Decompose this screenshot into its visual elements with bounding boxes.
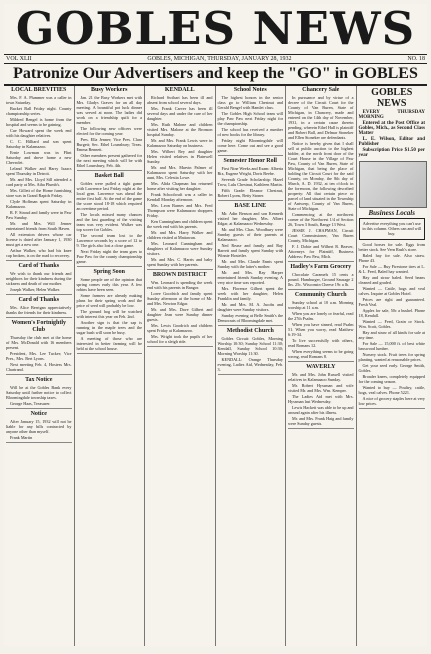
article-paragraph: Friday night Bloomingdale will come here. Come out and see a good game. [217, 138, 283, 153]
article-paragraph: Baled hay for sale. Also straw. Phone 43. [358, 253, 425, 263]
article-paragraph: Mr. and Mrs. John Russell visited relatives in Kalamazoo Sunday. [288, 372, 354, 382]
article-paragraph: For Sale — Buy Firestone tires at L. & L. Feed, Baled hay wanted. [358, 264, 425, 274]
article-paragraph: The highest honors in the senior class go to William Chestnut and Gerald Bengel with Hamlet class. [217, 95, 283, 110]
article-paragraph: Leland Walker and Harry Isaacs spent Thursday in Detroit. [6, 166, 72, 176]
section-heading: BROWN DISTRICT [152, 272, 207, 278]
section-divider [288, 428, 354, 429]
section-divider [6, 442, 72, 443]
section-heading: Notice [30, 411, 47, 417]
article-paragraph: Seventh Grade Scholarship: Hazel Trow, Lulu Chestnut, Kathleen Martin. [217, 177, 283, 187]
volume-number: VOL XLII [6, 56, 32, 62]
article-paragraph: Mrs. Alice Berrigan appreciatively thanks the friends for their kindness. [6, 305, 72, 315]
article-paragraph: The Ladies Aid met with Mrs. Hyssman last Wednesday. [288, 394, 354, 404]
column-4 [216, 86, 287, 646]
section-divider [359, 408, 426, 409]
section-heading: Card of Thanks [18, 263, 60, 269]
article-paragraph: Mrs. Wilbert Rey and daughter Helen visited relatives in Plainwell Sunday. [147, 149, 213, 164]
article-paragraph: Wanted to buy — Poultry, cattle, hogs, veal calves. Phone 5221. [358, 385, 425, 395]
section-heading: Methodist Church [226, 328, 274, 334]
section-divider [147, 269, 213, 270]
article-paragraph: The following new officers were elected for the coming year: [76, 126, 142, 136]
article-paragraph: A nice of grocery staples here at very low prices. [358, 396, 425, 406]
article-paragraph: When you are lonely or fearful, read the 27th Psalm. [288, 311, 354, 321]
article-paragraph: Ned Rease and family and Ray Barrett and family spent Sunday with Winnie Hostetler. [217, 243, 283, 258]
article-paragraph: Hay and straw baled. Seed beans cleaned and graded. [358, 275, 425, 285]
section-heading: KENDALL [164, 87, 195, 93]
publication-info: L. E. Wilson, Editor and Publisher [358, 137, 425, 147]
business-locals-intro [359, 218, 426, 240]
article-paragraph: The locals missed many chances and the fast guarding of the visiting team was very evident. Walker was top scorer for Gobles. [76, 212, 142, 232]
article-paragraph: Commencing at the northwest corner of the Northwest 1/4 of Section 26, Town 3 South, Range 13 West. [288, 212, 354, 227]
article-paragraph: Sunday school at 10 a.m. Morning worship at 11 a.m. [288, 300, 354, 310]
section-divider [6, 408, 72, 409]
article-paragraph: Mrs. Lewis Goodrich and children spent Friday at Kalamazoo. [147, 323, 213, 333]
article-paragraph: Mr. Adin Benson and son Kenneth visited her daughter, Mrs. Albert Edgar, at Kalamazoo Wednesday. [217, 211, 283, 226]
newspaper-page [4, 4, 427, 646]
article-paragraph: Clyde Hoffman spent Saturday in Kalamazoo. [6, 199, 72, 209]
article-paragraph: To live successfully with others, read Romans 12. [288, 338, 354, 348]
article-paragraph: Thursday the club met at the home of Mrs. McDonald with 16 members present. [6, 335, 72, 350]
column-5 [286, 86, 357, 646]
article-paragraph: Mr. and Mrs. Ray Harper entertained friends Sunday evening. A very nice time was reported. [217, 270, 283, 285]
publication-info: Entered at the Post Office at Gobles, Mich., as Second Class Matter [358, 121, 425, 136]
article-paragraph: Next meeting Feb. 4, Hostess Mrs. Chartrand. [6, 362, 72, 372]
sidebar-masthead: GOBLES NEWS [371, 87, 413, 109]
business-locals-heading: Business Locals [368, 209, 415, 217]
section-divider [6, 374, 72, 375]
article-paragraph: JESSIE J. CHAPMAN, Circuit Court Commissioner, Van Buren County, Michigan. [288, 228, 354, 243]
article-paragraph: Mrs. Leonard Cunningham and daughters of Kalamazoo were Sunday visitors. [147, 241, 213, 256]
section-heading: Semester Honor Roll [223, 158, 277, 164]
article-columns [4, 86, 427, 646]
article-paragraph: Mr. and Mrs. Claude Ennis spent Sunday with the latter's mother. [217, 259, 283, 269]
section-heading: Basket Ball [94, 173, 124, 179]
article-paragraph: Wm. Leonard is spending the week end with his parents in Bangor. [147, 280, 213, 290]
section-heading: Women's Fortnightly Club [11, 320, 66, 333]
article-paragraph: Will be at the Gobles Bank every Saturday until further notice to collect Bloomingdale township taxes. [6, 385, 72, 400]
section-divider [77, 170, 143, 171]
section-heading: Card of Thanks [18, 297, 60, 303]
article-paragraph: Mrs. Florence Gilbert spent the week with her daughter, Helen Franklin and family. [217, 286, 283, 301]
section-divider [218, 374, 284, 375]
article-paragraph: First Nine Weeks and Exam: Alberta Rix, Eugene Wright, Doris Beebe. [217, 166, 283, 176]
section-heading: LOCAL BREVITIES [11, 87, 67, 93]
article-paragraph: Mildred Bengel is home from the hospital and seems to be gaining. [6, 117, 72, 127]
column-6 [357, 86, 428, 646]
article-paragraph: Mr. Robert Hyssman and wife visited Mr. and Mrs. Wm. Kemper. [288, 383, 354, 393]
section-divider [6, 317, 72, 318]
article-paragraph: Mr. and Mrs. Will Jenner entertained friends from South Haven. [6, 221, 72, 231]
article-paragraph: Mrs. Alida Chapman has returned home after visiting her daughter. [147, 181, 213, 191]
section-heading: BASE LINE [234, 203, 267, 209]
section-divider [77, 266, 143, 267]
article-paragraph: Some people are of the opinion that spring comes early this year. A few robins have been seen. [76, 277, 142, 292]
article-paragraph: Other members present gathered for the next meeting which will be with Ethel Lounsbury, Feb. 4th. [76, 153, 142, 168]
article-paragraph: George Haas, Treasurer. [10, 401, 51, 406]
article-paragraph: Mrs. Gillett of the Home furnishing store was in Grand Rapids Friday. [6, 188, 72, 198]
article-paragraph: Sunday evening at Belle Smith's the Democrats of Bloomingdale met. [217, 313, 283, 323]
article-paragraph: KENDALL: Orange Thursday evening, Ladies Aid, Wednesday, Feb. 3. [217, 357, 283, 372]
article-paragraph: Wanted — Cattle, hogs and veal calves. Inquire at Gobles Hotel. [358, 286, 425, 296]
section-divider [288, 289, 354, 290]
article-paragraph: Mr. and Mrs. Lloyd Sill attended a card party at Mrs. Atha Plumb's. [6, 177, 72, 187]
section-divider [288, 361, 354, 362]
article-paragraph: Pres. Ella Jenner; Vice Pres. Clara Burgett; Sec. Ethel Lounsbury; Treas. Emma Bennett. [76, 137, 142, 152]
issue-date: GOBLES, MICHIGAN, THURSDAY, JANUARY 28, 1932 [147, 56, 292, 62]
dateline [4, 54, 427, 64]
article-paragraph: Next Friday night the team goes to Paw Paw for the county championship game. [76, 249, 142, 264]
article-paragraph: Nursery stock. Fruit trees for spring planting, wanted at reasonable prices. [358, 352, 425, 362]
article-paragraph: Mr. and Mrs. Marvin Palmer of Kalamazoo spent Saturday with her aunt, Mrs. Celestia Lowe. [147, 165, 213, 180]
section-heading: Spring Soon [93, 269, 125, 275]
article-paragraph: Prices are right and guaranteed. Fresh Veal. [358, 297, 425, 307]
article-paragraph: The second team lost to the Lawrence seconds by a score of 12 to 9. The girls also lost a close game. [76, 233, 142, 248]
section-divider [6, 294, 72, 295]
article-paragraph: Notice is hereby given that I shall sell at public auction to the highest bidder, at the north front door of the Court House in the Village of Paw Paw, County of Van Buren, State of Michigan, that being the place of holding the Circuit Court for the said County, on Monday, the 8th day of March, A. D. 1932, at ten o'clock in the forenoon, the following described property: All that certain piece or parcel of land situated in the Township of Antwerp, County of Van Buren, State of Michigan. [288, 141, 354, 211]
article-paragraph: Jan. 21 the Busy Workers met with Mrs. Gladys Graves for an all day meeting. A bountiful pot luck dinner was served at noon. The ladies did work on a friendship quilt for a member. [76, 95, 142, 125]
article-paragraph: Frank Martin [10, 435, 33, 440]
article-paragraph: Lewis Hackett was able to be up and around again after his illness. [288, 405, 354, 415]
column-3 [145, 86, 216, 646]
article-paragraph: Mr. and Mrs. C. Harris and baby spent Sunday with her parents. [147, 257, 213, 267]
article-paragraph: After January 15, 1932 will not be liable for any bills contracted by anyone other than myself. [6, 419, 72, 434]
article-paragraph: Mr. and Mrs. Chas. Woodbury were Sunday guests of their parents at Kalamazoo. [217, 227, 283, 242]
article-paragraph: Loree Goodrich and family spent Sunday afternoon at the home of Mr. and Mrs. Newton Edgar. [147, 291, 213, 306]
article-paragraph: Bucket Ball Friday night. County championship series. [6, 106, 72, 116]
article-paragraph: The Gobles High School team will play Paw Paw next Friday night for the championship. [217, 111, 283, 126]
section-divider [77, 353, 143, 354]
masthead: GOBLES NEWS [15, 2, 416, 55]
article-paragraph: Fifth Grade: Eleanor Chestnut, Robert Lyons, Betty Stoner. [217, 188, 283, 198]
section-heading: Hadley's Farm Grocery [290, 264, 352, 270]
article-paragraph: Joseph Walker, Helen Walker. [10, 287, 61, 292]
article-paragraph: C. C. Hilliard and son spent Saturday in Kalamazoo. [6, 139, 72, 149]
section-heading: Chancery Sale [302, 87, 340, 93]
article-paragraph: Mrs. Wright took the pupils of her school for a sleigh ride. [147, 334, 213, 344]
article-paragraph: Gobles Circuit: Gobles, Morning Worship 10:30; Sunday School 11:30; Kendall, Sunday School 10:30; Morning Worship 11:30. [217, 336, 283, 356]
section-divider [218, 200, 284, 201]
article-paragraph: Mrs. F. A. Plummer was a caller in town Saturday. [6, 95, 72, 105]
section-divider [288, 261, 354, 262]
article-paragraph: Mrs. Ruth Malone and children visited Mrs. Malone at the Bronson hospital Sunday. [147, 122, 213, 137]
article-paragraph: The ground hog will be watched with interest this year on Feb. 2nd. [76, 309, 142, 319]
article-paragraph: In pursuance and by virtue of a decree of the Circuit Court for the County of Van Buren, State of Michigan, in Chancery, made and entered on the 14th day of November, 1931, in a certain cause therein pending, wherein Ethel Hall is plaintiff and Robert Ball, and Delmar Stoneker and Ellen Stoneker are defendants. [288, 95, 354, 140]
article-paragraph: Get your seed early. George Smith, Gobles. [358, 363, 425, 373]
article-paragraph: Mr. and Mrs. Harry Walker and children visited at Mattawan. [147, 230, 213, 240]
section-heading: WAVERLY [306, 364, 336, 370]
section-divider [147, 346, 213, 347]
article-paragraph: We wish to thank our friends and neighbors for their kindness during the sickness and death of our mother. [6, 271, 72, 286]
section-divider [218, 155, 284, 156]
article-paragraph: Chocolate Caramels 15 cents a pound. Hamburger, Ground Sausage 2 lbs. 25c. Wisconsin Cheese 19c a lb. [288, 272, 354, 287]
article-paragraph: Ernie Lowman was in Flint Saturday and drove home a new Chevrolet. [6, 150, 72, 165]
publication-info: Subscription Price $1.50 per year [358, 148, 425, 158]
article-paragraph: When you have sinned, read Psalm 51. When you worry, read Matthew 6:19-34. [288, 322, 354, 337]
section-heading: Busy Workers [91, 87, 128, 93]
article-paragraph: Mr. and Mrs. M. A. Jacobs and daughter were Sunday visitors. [217, 302, 283, 312]
article-paragraph: Gobles were pulled a tight game with Lawrence last Friday night at the local gym. Lawrence was ahead the entire first half. At the end of the game the score stood 18-18 which required an overtime period. [76, 181, 142, 211]
article-paragraph: Another sign is that the sap is running in the maple trees and the sugar bush will soon be busy. [76, 320, 142, 335]
article-paragraph: Frank Schoolcraft was a caller in Kendall Monday afternoon. [147, 192, 213, 202]
issue-number: NO. 18 [407, 56, 425, 62]
article-paragraph: Hay and straw of all kinds for sale at any time. [358, 330, 425, 340]
column-2 [75, 86, 146, 646]
article-paragraph: Good horses for sale. Eggs from better stock. See Vern Rash's store. [358, 242, 425, 252]
article-paragraph: R. F. Stroud and family were in Paw Paw Sunday. [6, 210, 72, 220]
article-paragraph: Apples for sale, 50c a bushel. Phone 18, Kendall. [358, 308, 425, 318]
section-divider [218, 325, 284, 326]
article-paragraph: The school has received a number of new books for the library. [217, 127, 283, 137]
article-paragraph: Arthur Walker, who had his knee cap broken, is on the road to recovery. [6, 248, 72, 258]
article-paragraph: Mr. and Mrs. Frank Haig and family were Sunday guests. [288, 416, 354, 426]
section-heading: School Notes [233, 87, 267, 93]
article-paragraph: Ken Cunningham and children spent the week end with his parents. [147, 219, 213, 229]
article-paragraph: Wanted — Feed, Grain or Stock. Wm. Scott, Gobles. [358, 319, 425, 329]
article-paragraph: President, Mrs. Lee Tucker; Vice Pres., Mrs. Bert Lyons. [6, 351, 72, 361]
section-divider [6, 260, 72, 261]
business-locals-text: Advertise everything you can't use in this column. Others can and will buy. [362, 221, 422, 236]
article-paragraph: Cue Howard spent the week end with his daughter relatives. [6, 128, 72, 138]
banner-headline: Patronize Our Advertisers and keep the "GO" in GOBLES [4, 64, 427, 86]
article-paragraph: Mrs. Leon Barnes and Mrs. Fred Thompson were Kalamazoo shoppers Friday. [147, 203, 213, 218]
publication-info: EVERY THURSDAY MORNING [358, 110, 425, 120]
advertisement-illustration [359, 161, 428, 208]
article-paragraph: F. J. Dobie and Wilbert R. Beaver, Attorneys for Plaintiff, Business Address: Paw Paw, Mich. [288, 244, 354, 259]
article-paragraph: Mr. and Mrs. Dave Gilbert and daughter Jean were Sunday dinner guests. [147, 307, 213, 322]
article-paragraph: A meeting of those who are interested in better farming will be held at the school house. [76, 336, 142, 351]
article-paragraph: Mr. and Mrs. Frank Lewis were in Kalamazoo Saturday on business. [147, 138, 213, 148]
article-paragraph: All extension drivers whose car license is dated after January 1, 1930 must get a new one. [6, 232, 72, 247]
article-paragraph: Broader knees, completely equipped for the coming season. [358, 374, 425, 384]
article-paragraph: Richard Swihart has been ill and absent from school several days. [147, 95, 213, 105]
section-heading: Community Church [294, 292, 347, 298]
article-paragraph: Some farmers are already making plans for their spring work and the price of seed will probably be low. [76, 293, 142, 308]
article-paragraph: When everything seems to be going wrong, read Romans 8. [288, 349, 354, 359]
column-1 [4, 86, 75, 646]
article-paragraph: For Sale — 15,000 ft. of best white basswood lumber. [358, 341, 425, 351]
article-paragraph: Mrs. Frank Carver has been ill several days and under the care of her daughter. [147, 106, 213, 121]
section-heading: Tax Notice [25, 377, 53, 383]
